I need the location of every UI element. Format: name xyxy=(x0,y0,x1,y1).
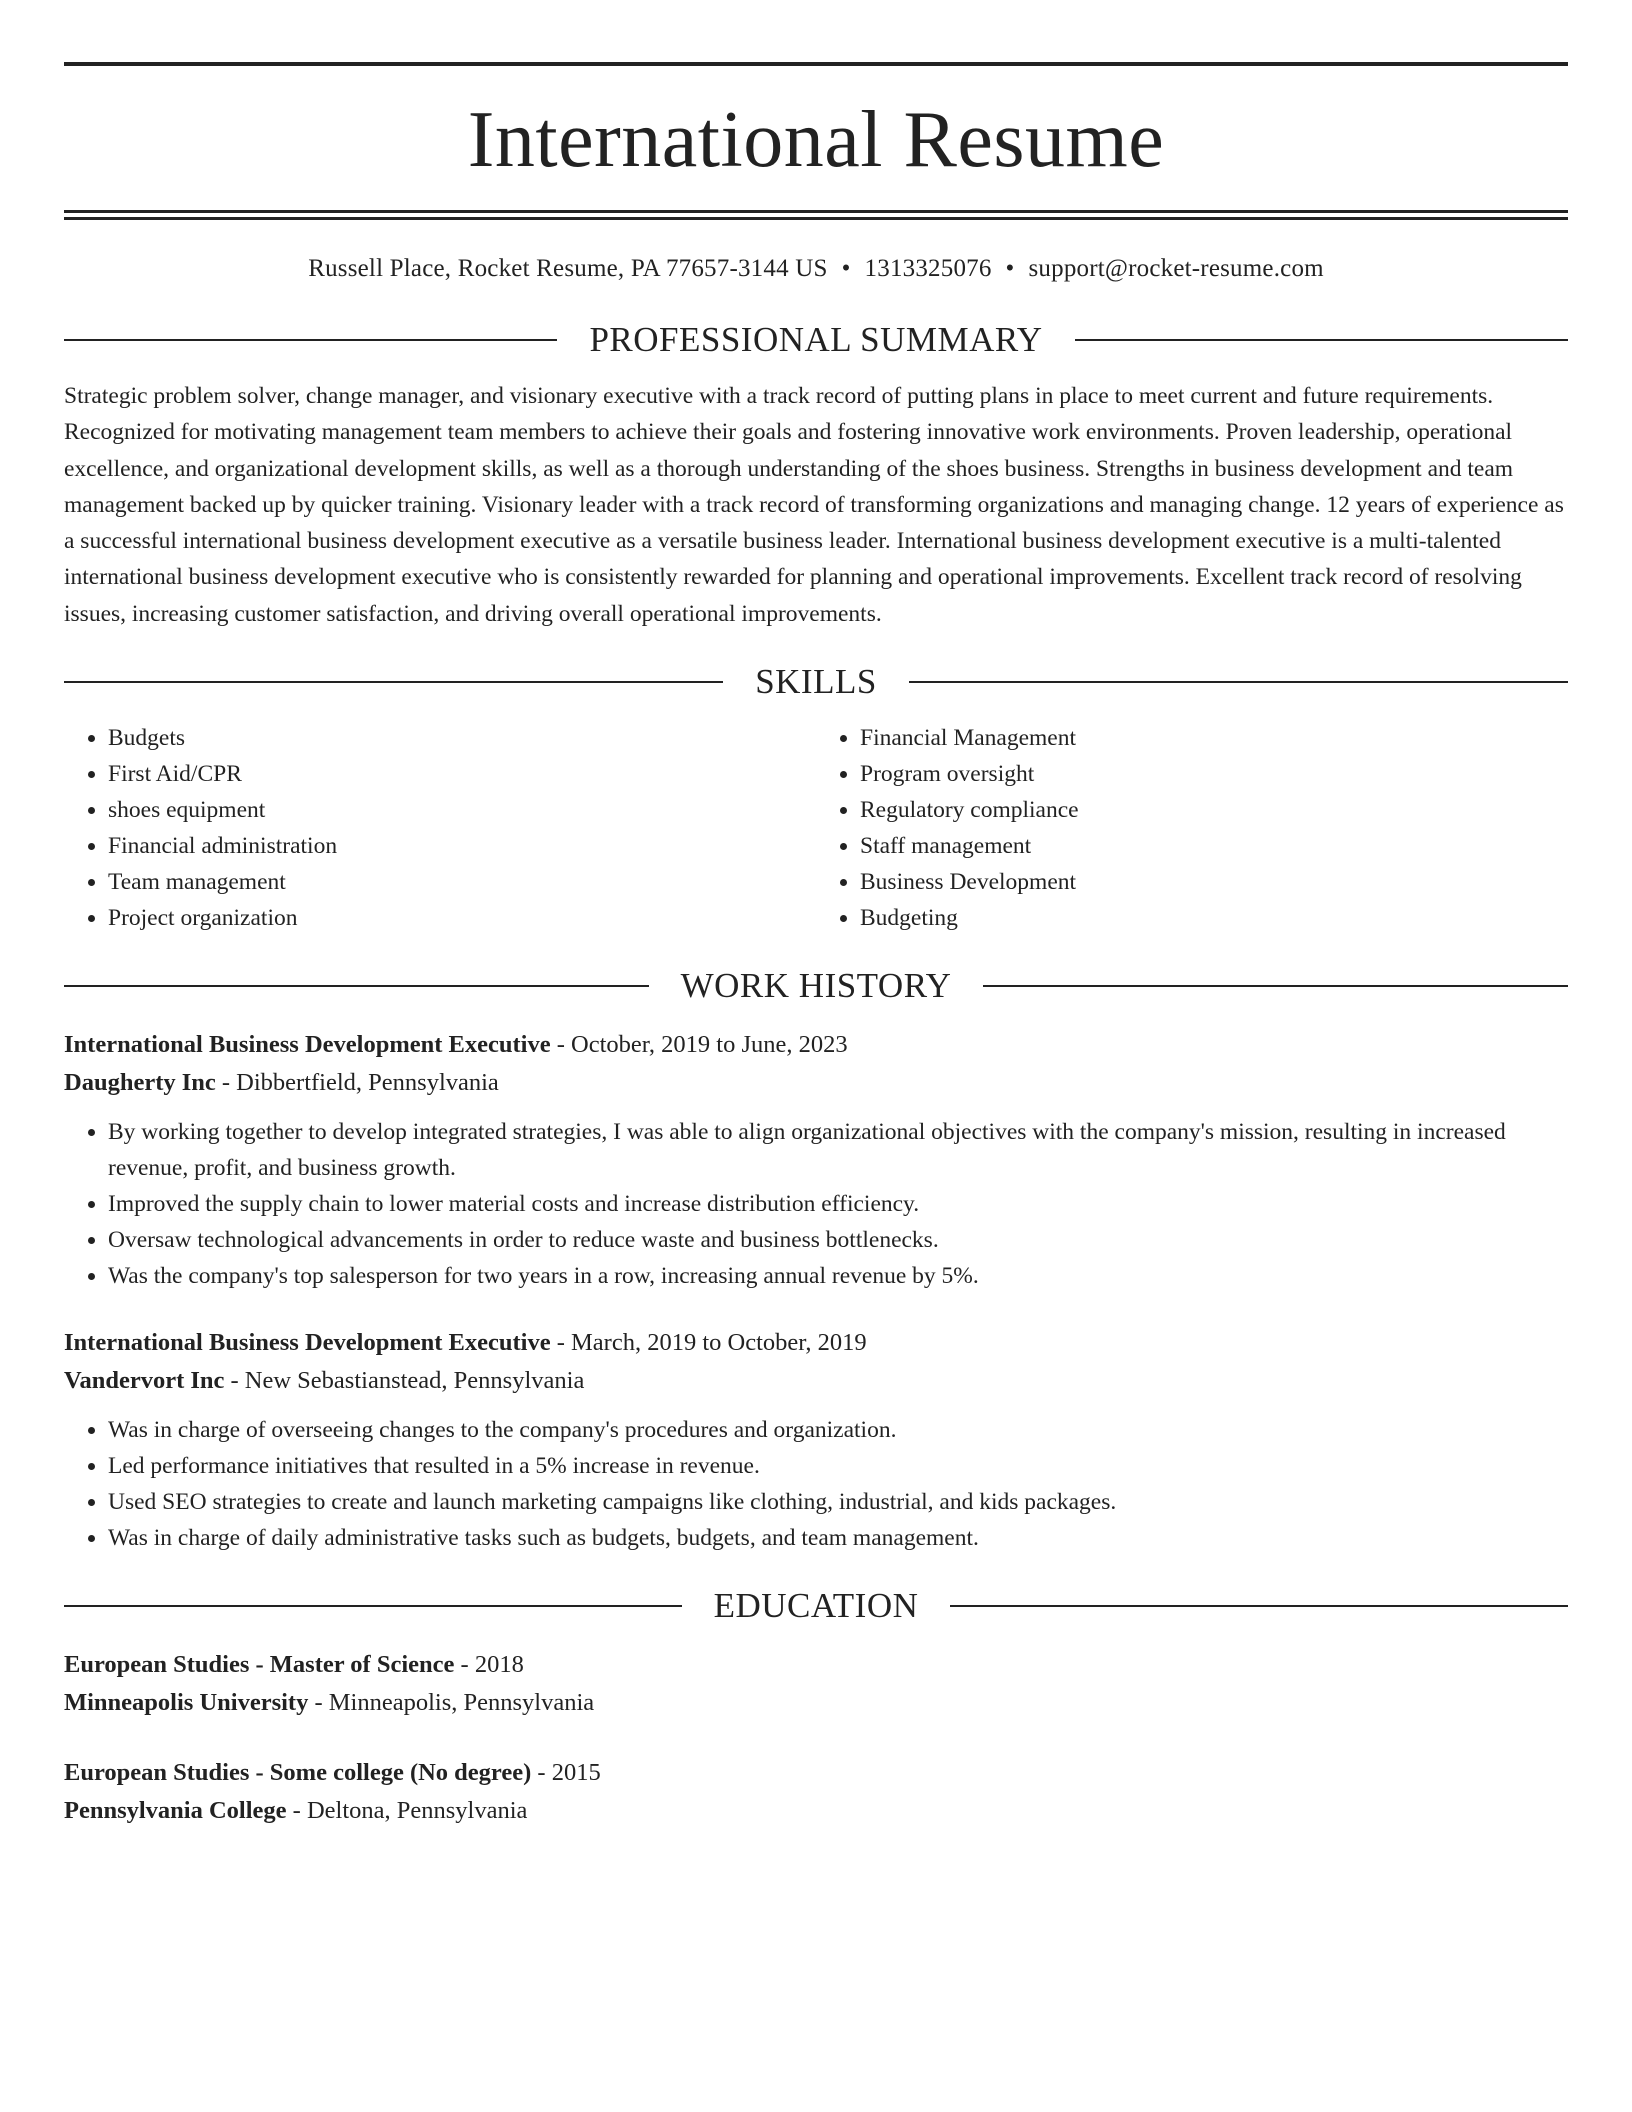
skills-column-left xyxy=(64,720,816,936)
section-title: WORK HISTORY xyxy=(680,966,952,1006)
section-title: PROFESSIONAL SUMMARY xyxy=(589,320,1043,359)
education-school-row xyxy=(64,1792,1568,1830)
skills-list xyxy=(64,720,1568,936)
job-company: Daugherty Inc xyxy=(64,1069,216,1097)
job-company: Vandervort Inc xyxy=(64,1367,225,1395)
contact-separator: • xyxy=(1005,255,1015,282)
heading-rule xyxy=(64,681,723,683)
skill-item: • Financial administration xyxy=(108,828,816,864)
skill-item: • First Aid/CPR xyxy=(108,756,816,792)
skills-column-right xyxy=(816,720,1568,936)
contact-phone: 1313325076 xyxy=(864,255,992,282)
skill-item: • Regulatory compliance xyxy=(860,792,1568,828)
contact-address: Russell Place, Rocket Resume, PA 77657-3144 US xyxy=(308,255,828,282)
job-bullets xyxy=(64,1412,1568,1556)
section-heading-summary xyxy=(64,320,1568,360)
education-location: - Deltona, Pennsylvania xyxy=(286,1797,528,1825)
section-heading-education xyxy=(64,1586,1568,1626)
skill-item: • Financial Management xyxy=(860,720,1568,756)
job-company-row xyxy=(64,1064,1568,1102)
job-bullet: • Led performance initiatives that resulted in a 5% increase in revenue. xyxy=(108,1448,1568,1484)
heading-rule xyxy=(983,985,1568,987)
skill-item: • Project organization xyxy=(108,900,816,936)
skill-item: • Budgeting xyxy=(860,900,1568,936)
section-heading-work-history xyxy=(64,966,1568,1006)
job-title: International Business Development Executive xyxy=(64,1031,551,1059)
skill-item: • Staff management xyxy=(860,828,1568,864)
contact-line xyxy=(64,254,1568,284)
job-bullet: • By working together to develop integrated strategies, I was able to align organizational objectives with the company's mission, resulting in increased revenue, profit, and business growth. xyxy=(108,1114,1568,1186)
education-school-row xyxy=(64,1684,1568,1722)
section-title: EDUCATION xyxy=(713,1586,919,1626)
education-year: - 2015 xyxy=(531,1759,601,1787)
skill-item: • Budgets xyxy=(108,720,816,756)
job-title: International Business Development Executive xyxy=(64,1329,551,1357)
job-bullet: • Was in charge of daily administrative tasks such as budgets, budgets, and team management. xyxy=(108,1520,1568,1556)
job-title-row xyxy=(64,1324,1568,1362)
heading-rule xyxy=(64,985,649,987)
resume-title: International Resume xyxy=(467,96,1165,184)
heading-rule xyxy=(64,339,557,341)
job-location: - New Sebastianstead, Pennsylvania xyxy=(224,1367,585,1395)
job-bullet: • Used SEO strategies to create and launch marketing campaigns like clothing, industrial, and kids packages. xyxy=(108,1484,1568,1520)
heading-rule xyxy=(950,1605,1568,1607)
section-heading-skills xyxy=(64,662,1568,702)
education-entry xyxy=(64,1646,1568,1722)
contact-email: support@rocket-resume.com xyxy=(1028,255,1324,282)
title-double-rule xyxy=(64,210,1568,220)
skill-item: • shoes equipment xyxy=(108,792,816,828)
education-degree-row xyxy=(64,1646,1568,1684)
job-dates: - March, 2019 to October, 2019 xyxy=(550,1329,867,1357)
section-title: SKILLS xyxy=(755,662,877,702)
heading-rule xyxy=(64,1605,682,1607)
education-degree-row xyxy=(64,1754,1568,1792)
education-location: - Minneapolis, Pennsylvania xyxy=(308,1689,595,1717)
job-company-row xyxy=(64,1362,1568,1400)
job-bullet: • Was the company's top salesperson for two years in a row, increasing annual revenue by 5%. xyxy=(108,1258,1568,1294)
job-entry xyxy=(64,1026,1568,1294)
job-bullets xyxy=(64,1114,1568,1294)
education-school: Minneapolis University xyxy=(64,1689,309,1717)
job-location: - Dibbertfield, Pennsylvania xyxy=(215,1069,499,1097)
job-title-row xyxy=(64,1026,1568,1064)
summary-paragraph: Strategic problem solver, change manager, and visionary executive with a track record of putting plans in place to meet current and future requirements. Recognized for motivating management team members to achieve their goals and fostering innovative work environments. Proven leadership, operational excellence, and organizational development skills, as well as a thorough understanding of the shoes business. Strengths in business development and team management backed up by quicker training. Visionary leader with a track record of transforming organizations and managing change. 12 years of experience as a successful international business development executive as a versatile business leader. International business development executive is a multi-talented international business development executive who is consistently rewarded for planning and operational improvements. Excellent track record of resolving issues, increasing customer satisfaction, and driving overall operational improvements. xyxy=(64,383,1564,627)
education-degree: European Studies - Some college (No degree) xyxy=(64,1759,532,1787)
heading-rule xyxy=(909,681,1568,683)
education-degree: European Studies - Master of Science xyxy=(64,1651,455,1679)
education-school: Pennsylvania College xyxy=(64,1797,287,1825)
skill-item: • Business Development xyxy=(860,864,1568,900)
skill-item: • Team management xyxy=(108,864,816,900)
top-rule xyxy=(64,62,1568,66)
education-entry xyxy=(64,1754,1568,1830)
heading-rule xyxy=(1075,339,1568,341)
job-bullet: • Oversaw technological advancements in order to reduce waste and business bottlenecks. xyxy=(108,1222,1568,1258)
job-bullet: • Improved the supply chain to lower material costs and increase distribution efficiency. xyxy=(108,1186,1568,1222)
job-entry xyxy=(64,1324,1568,1556)
education-year: - 2018 xyxy=(454,1651,524,1679)
job-bullet: • Was in charge of overseeing changes to the company's procedures and organization. xyxy=(108,1412,1568,1448)
skill-item: • Program oversight xyxy=(860,756,1568,792)
job-dates: - October, 2019 to June, 2023 xyxy=(550,1031,848,1059)
contact-separator: • xyxy=(841,255,851,282)
